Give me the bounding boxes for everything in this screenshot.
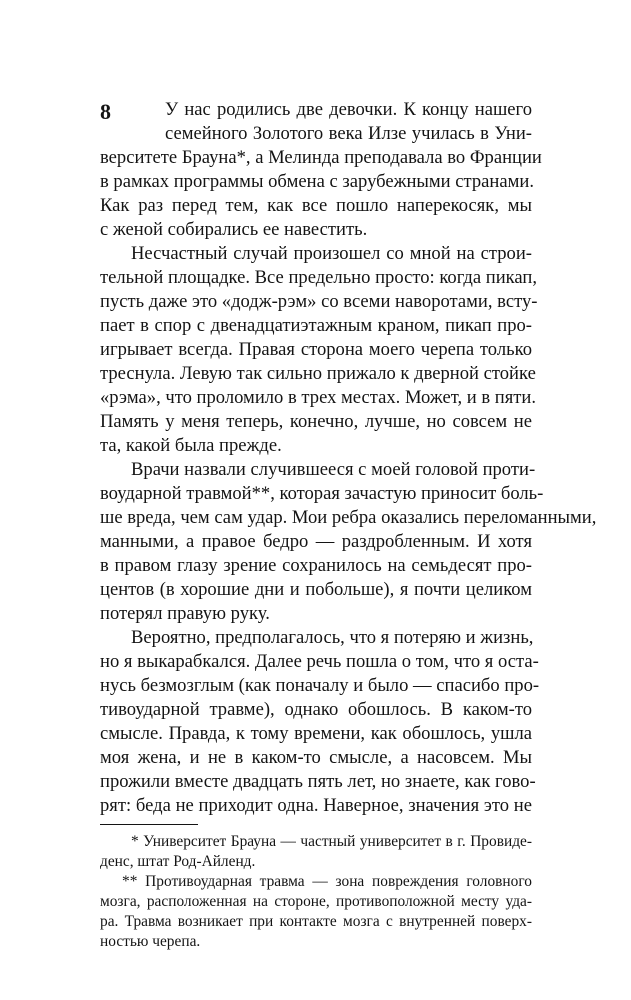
- body-line: верситете Брауна*, а Мелинда преподавала во Франции: [100, 147, 542, 168]
- body-line: У нас родились две девочки. К концу нашего: [165, 99, 532, 120]
- body-line: пает в спор с двенадцатиэтажным краном, пикап про-: [100, 315, 532, 336]
- body-line: манными, а правое бедро — раздробленным. И хотя: [100, 531, 532, 552]
- footnote-line: денс, штат Род-Айленд.: [100, 853, 256, 870]
- body-line: Несчастный случай произошел со мной на строи-: [131, 243, 532, 264]
- body-line: с женой собирались ее навестить.: [100, 219, 368, 240]
- body-line: семейного Золотого века Илзе училась в Уни-: [165, 123, 532, 144]
- body-line: Как раз перед тем, как все пошло наперекосяк, мы: [100, 195, 532, 216]
- body-line: треснула. Левую так сильно прижало к дверной стойке: [100, 363, 536, 384]
- body-line: Вероятно, предполагалось, что я потеряю и жизнь,: [131, 627, 534, 648]
- body-line: смысле. Правда, к тому времени, как обошлось, ушла: [100, 723, 532, 744]
- body-line: Память у меня теперь, конечно, лучше, но совсем не: [100, 411, 532, 432]
- body-line: воударной травмой**, которая зачастую приносит боль-: [100, 483, 544, 504]
- footnote-line: * Университет Брауна — частный университет в г. Провиде-: [131, 833, 532, 850]
- body-line: тельной площадке. Все предельно просто: когда пикап,: [100, 267, 538, 288]
- footnote-line: мозга, расположенная на стороне, противоположной месту уда-: [100, 893, 532, 910]
- body-line: прожили вместе двадцать пять лет, но знаете, как гово-: [100, 771, 536, 792]
- body-line: игрывает всегда. Правая сторона моего черепа только: [100, 339, 532, 360]
- footnote-line: ** Противоударная травма — зона повреждения головного: [122, 873, 532, 890]
- body-line: рят: беда не приходит одна. Наверное, значения это не: [100, 795, 532, 816]
- footnote-separator: [100, 824, 198, 825]
- body-line: центов (в хорошие дни и побольше), я почти целиком: [100, 579, 532, 600]
- body-line: в рамках программы обмена с зарубежными странами.: [100, 171, 534, 192]
- body-line: та, какой была прежде.: [100, 435, 282, 456]
- body-line: «рэма», что проломило в трех местах. Может, и в пяти.: [100, 387, 536, 408]
- body-line: Врачи назвали случившееся с моей головой проти-: [131, 459, 536, 480]
- body-line: пусть даже это «додж-рэм» со всеми наворотами, всту-: [100, 291, 538, 312]
- body-line: моя жена, и не в каком-то смысле, а насовсем. Мы: [100, 747, 532, 768]
- footnote-line: ра. Травма возникает при контакте мозга с внутренней поверх-: [100, 913, 532, 930]
- page-number: 8: [100, 99, 111, 124]
- body-line: нусь безмозглым (как поначалу и было — спасибо про-: [100, 675, 540, 696]
- footnote-line: ностью черепа.: [100, 933, 201, 950]
- body-line: ше вреда, чем сам удар. Мои ребра оказались переломанными,: [100, 507, 597, 528]
- body-line: потерял правую руку.: [100, 603, 270, 624]
- body-line: в правом глазу зрение сохранилось на семьдесят про-: [100, 555, 532, 576]
- body-line: тивоударной травме), однако обошлось. В каком-то: [100, 699, 532, 720]
- body-line: но я выкарабкался. Далее речь пошла о том, что я оста-: [100, 651, 539, 672]
